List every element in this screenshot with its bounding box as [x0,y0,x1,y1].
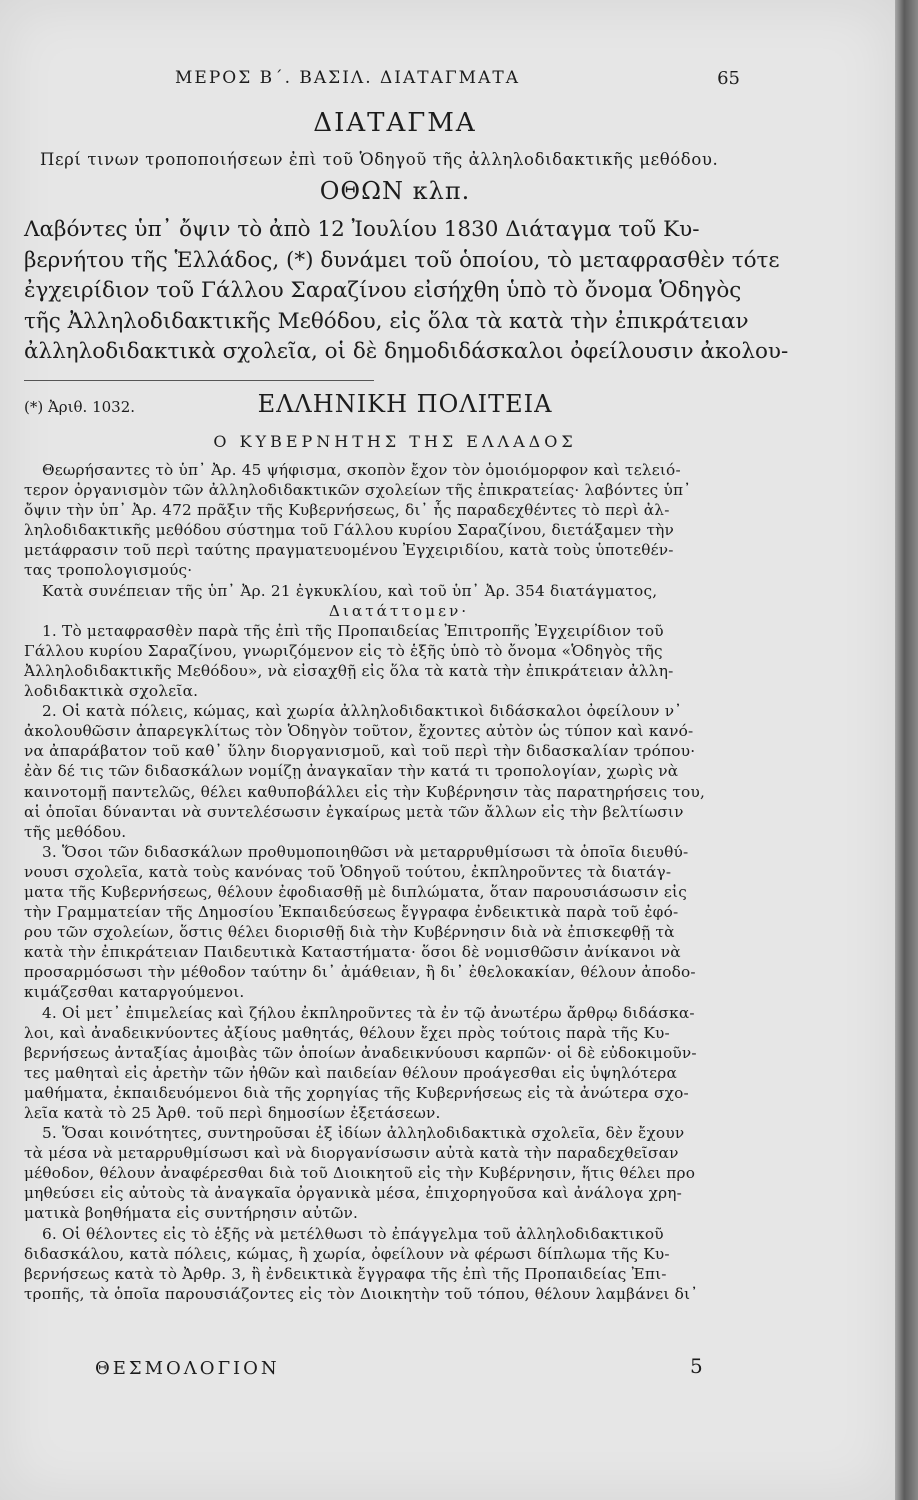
running-head [175,68,740,88]
act-line: 4. Οἱ μετ᾽ ἐπιμελείας καὶ ζήλου ἐκπληροῦντες τὰ ἐν τῷ ἀνωτέρω ἄρθρῳ διδάσκα- [42,1003,695,1022]
act-line: τροπῆς, τὰ ὁποῖα παρουσιάζοντες εἰς τὸν Διοικητὴν τοῦ τόπου, θέλουν λαμβάνει δι᾽ [24,1284,699,1303]
footnote-reference: (*) Ἀριθ. 1032. [24,398,136,416]
act-line: ληλοδιδακτικῆς μεθόδου σύστημα τοῦ Γάλλου κυρίου Σαραζίνου, διετάξαμεν τὴν [24,521,674,540]
act-line: λοδιδακτικὰ σχολεῖα. [24,682,199,701]
act-line: 2. Οἱ κατὰ πόλεις, κώμας, καὶ χωρία ἀλληλοδιδακτικοὶ διδάσκαλοι ὀφείλουν ν᾽ [42,702,683,721]
act-line: τες μαθηταὶ εἰς ἀρετὴν τῶν ἠθῶν καὶ παιδείαν θέλουν προάγεσθαι εἰς ὑψηλότερα [24,1063,677,1082]
signature-mark: ΘΕΣΜΟΛΟΓΙΟΝ [95,1358,280,1379]
act-line: τὰ μέσα νὰ μεταρρυθμίσωσι καὶ νὰ διοργανίσωσιν αὐτὰ κατὰ τὴν παραδεχθεῖσαν [24,1144,679,1163]
act-line: ματικὰ βοηθήματα εἰς συντήρησιν αὐτῶν. [24,1204,359,1223]
act-line: προσαρμόσωσι τὴν μέθοδον ταύτην δι᾽ ἀμάθειαν, ἢ δι᾽ ἐθελοκακίαν, θέλουν ἀποδο- [24,963,696,982]
act-line: 6. Οἱ θέλοντες εἰς τὸ ἑξῆς νὰ μετέλθωσι τὸ ἐπάγγελμα τοῦ ἀλληλοδιδακτικοῦ [42,1224,664,1243]
decree-line: βερνήτου τῆς Ἑλλάδος, (*) δυνάμει τοῦ ὁποίου, τὸ μεταφρασθὲν τότε [24,247,780,273]
act-line: Διατάττομεν· [328,601,470,620]
act-line: 1. Τὸ μεταφρασθὲν παρὰ τῆς ἐπὶ τῆς Προπαιδείας Ἐπιτροπῆς Ἐγχειρίδιον τοῦ [42,621,664,640]
act-line: 5. Ὅσαι κοινότητες, συντηροῦσαι ἐξ ἰδίων ἀλληλοδιδακτικὰ σχολεῖα, δὲν ἔχουν [42,1124,685,1143]
decree-line: ἐγχειρίδιον τοῦ Γάλλου Σαραζίνου εἰσήχθη ὑπὸ τὸ ὄνομα Ὁδηγὸς [24,278,742,303]
decree-body [24,215,789,368]
government-act-body [24,460,774,1304]
act-line: μαθήματα, ἐκπαιδευόμενοι διὰ τῆς χορηγίας τῆς Κυβερνήσεως εἰς τὰ ἀνώτερα σχο- [24,1083,689,1102]
act-line: τερον ὀργανισμὸν τῶν ἀλληλοδιδακτικῶν σχολείων τῆς ἐπικρατείας· λαβόντες ὑπ᾽ [24,481,692,500]
act-line: λοι, καὶ ἀναδεικνύοντες ἀξίους μαθητάς, θέλουν ἔχει πρὸς τούτοις παρὰ τῆς Κυ- [24,1023,670,1042]
act-line: 3. Ὅσοι τῶν διδασκάλων προθυμοποιηθῶσι νὰ μεταρρυθμίσωσι τὰ ὁποῖα διευθύ- [42,842,689,861]
act-line: βερνήσεως κατὰ τὸ Ἀρθρ. 3, ἢ ἐνδεικτικὰ ἔγγραφα τῆς ἐπὶ τῆς Προπαιδείας Ἐπι- [24,1264,667,1283]
act-line: αἱ ὁποῖαι δύνανται νὰ συντελέσωσιν ἐγκαίρως μετὰ τῶν ἄλλων εἰς τὴν βελτίωσιν [24,802,684,821]
decree-line: Λαβόντες ὑπ᾽ ὄψιν τὸ ἀπὸ 12 Ἰουλίου 1830 Διάταγμα τοῦ Κυ- [24,217,700,242]
act-line: μηθεύσει εἰς αὐτοὺς τὰ ἀναγκαῖα ὀργανικὰ μέσα, ἐπιχορηγοῦσα καὶ ἀνάλογα χρη- [24,1184,682,1203]
government-heading: ΕΛΛΗΝΙΚΗ ΠΟΛΙΤΕΙΑ [257,390,553,418]
running-title: ΜΕΡΟΣ Β΄. ΒΑΣΙΛ. ΔΙΑΤΑΓΜΑΤΑ [175,68,520,88]
act-line: βερνήσεως ἀνταξίας ἀμοιβὰς τῶν ὁποίων ἀναδεικνύουσι καρπῶν· οἱ δὲ εὐδοκιμοῦν- [24,1043,697,1062]
act-line: διδασκάλου, κατὰ πόλεις, κώμας, ἢ χωρία, ὀφείλουν νὰ φέρωσι δίπλωμα τῆς Κυ- [24,1244,670,1263]
page-number: 65 [717,68,740,89]
act-line: λεῖα κατὰ τὸ 25 Ἀρθ. τοῦ περὶ δημοσίων ἐξετάσεων. [24,1104,441,1122]
act-line: τὴν Γραμματείαν τῆς Δημοσίου Ἐκπαιδεύσεως ἔγγραφα ἐνδεικτικὰ παρὰ τοῦ ἐφό- [24,903,679,922]
government-subheading: Ο ΚΥΒΕΡΝΗΤΗΣ ΤΗΣ ΕΛΛΑΔΟΣ [213,432,577,451]
act-line: νουσι σχολεῖα, κατὰ τοὺς κανόνας τοῦ Ὁδηγοῦ τούτου, ἐκπληροῦντες τὰ διατάγ- [24,862,672,881]
act-line: μέθοδον, θέλουν ἀναφέρεσθαι διὰ τοῦ Διοικητοῦ εἰς τὴν Κυβέρνησιν, ἥτις θέλει προ [24,1164,696,1183]
decree-line: τῆς Ἀλληλοδιδακτικῆς Μεθόδου, εἰς ὅλα τὰ κατὰ τὴν ἐπικράτειαν [24,308,749,334]
act-line: ἀκολουθῶσιν ἀπαρεγκλίτως τὸν Ὁδηγὸν τοῦτον, ἔχοντες αὐτὸν ὡς τύπον καὶ κανό- [24,722,694,741]
act-line: τῆς μεθόδου. [24,822,127,841]
act-line: κιμάζεσθαι καταργούμενοι. [24,983,245,1002]
decree-title: ΔΙΑΤΑΓΜΑ [313,108,477,138]
act-line: Γάλλου κυρίου Σαραζίνου, γνωριζόμενον εἰς τὸ ἑξῆς ὑπὸ τὸ ὄνομα «Ὁδηγὸς τῆς [24,641,663,660]
decree-subtitle: Περί τινων τροποποιήσεων ἐπὶ τοῦ Ὁδηγοῦ τῆς ἀλληλοδιδακτικῆς μεθόδου. [40,150,719,169]
sheet-number: 5 [690,1354,703,1378]
page-edge [895,0,918,1500]
act-line: να ἀπαράβατον τοῦ καθ᾽ ὕλην διοργανισμοῦ, καὶ τοῦ περὶ τὴν διδασκαλίαν τρόπου· [24,742,696,761]
act-line: ὄψιν τὴν ὑπ᾽ Ἀρ. 472 πρᾶξιν τῆς Κυβερνήσεως, δι᾽ ἧς παραδεχθέντες τὸ περὶ ἀλ- [24,501,670,520]
act-line: Κατὰ συνέπειαν τῆς ὑπ᾽ Ἀρ. 21 ἐγκυκλίου, καὶ τοῦ ὑπ᾽ Ἀρ. 354 διατάγματος, [42,581,658,600]
act-line: τας τροπολογισμούς· [24,561,193,580]
footnote-rule [24,380,374,381]
decree-line: ἀλληλοδιδακτικὰ σχολεῖα, οἱ δὲ δημοδιδάσκαλοι ὀφείλουσιν ἀκολου- [24,339,789,364]
act-line: ματα τῆς Κυβερνήσεως, θέλουν ἐφοδιασθῇ μὲ διπλώματα, ὅταν παρουσιάσωσιν εἰς [24,882,687,901]
act-line: καινοτομῇ παντελῶς, θέλει καθυποβάλλει εἰς τὴν Κυβέρνησιν τὰς παρατηρήσεις του, [24,782,706,801]
act-line: Θεωρήσαντες τὸ ὑπ᾽ Ἀρ. 45 ψήφισμα, σκοπὸν ἔχον τὸν ὁμοιόμορφον καὶ τελειό- [42,461,681,479]
act-line: μετάφρασιν τοῦ περὶ ταύτης πραγματευομένου Ἐγχειριδίου, κατὰ τοὺς ὑποτεθέν- [24,541,674,560]
act-line: ρου τῶν σχολείων, ὅστις θέλει διορισθῇ διὰ τὴν Κυβέρνησιν διὰ νὰ ἐπισκεφθῇ τὰ [24,923,675,942]
act-line: Ἀλληλοδιδακτικῆς Μεθόδου», νὰ εἰσαχθῇ εἰς ὅλα τὰ κατὰ τὴν ἐπικράτειαν ἀλλη- [24,661,674,680]
king-name: ΟΘΩΝ κλπ. [319,177,471,205]
act-line: κατὰ τὴν ἐπικράτειαν Παιδευτικὰ Καταστήματα· ὅσοι δὲ νομισθῶσιν ἀνίκανοι νὰ [24,943,681,962]
act-line: ἐὰν δέ τις τῶν διδασκάλων νομίζῃ ἀναγκαῖαν τὴν κατά τι τροπολογίαν, χωρὶς νὰ [24,762,679,781]
